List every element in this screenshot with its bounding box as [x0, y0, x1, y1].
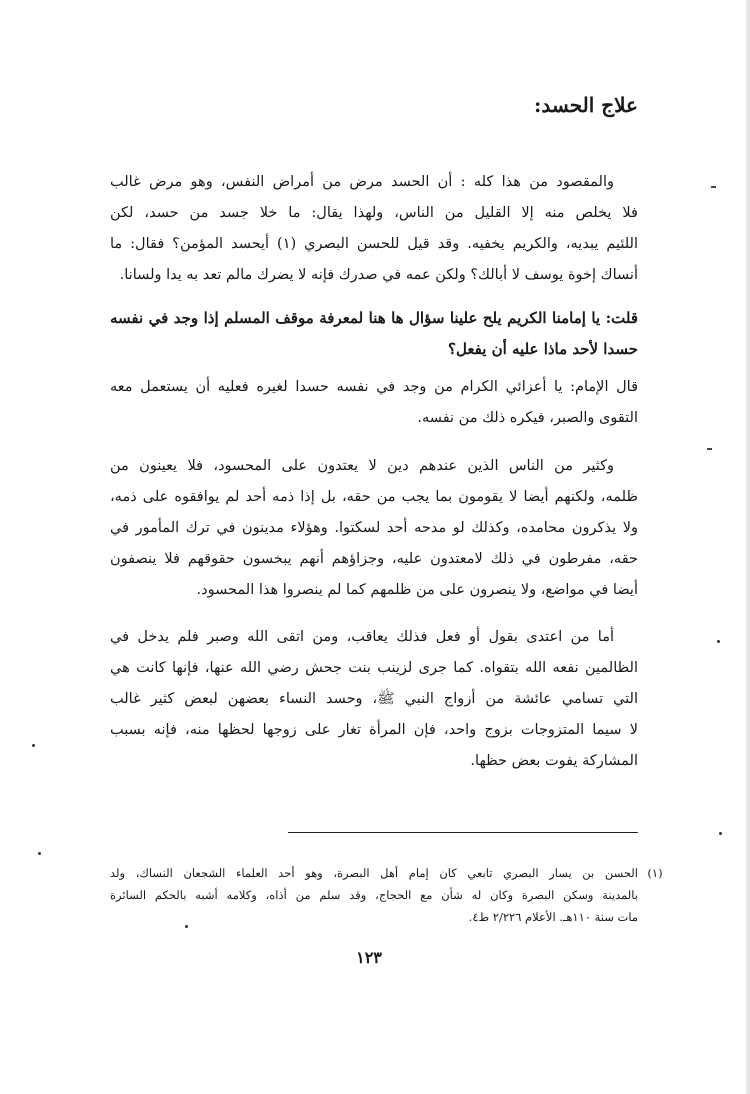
question-paragraph — [110, 303, 638, 365]
paragraph-line: والمقصود من هذا كله : أن الحسد مرض من أمراض النفس، وهو مرض غالب — [110, 174, 614, 190]
paragraph-line: أما من اعتدى بقول أو فعل فذلك يعاقب، ومن اتقى الله وصبر فلم يدخل في — [110, 629, 614, 645]
paragraph-1 — [110, 167, 638, 291]
paragraph-line: فلا يخلص منه إلا القليل من الناس، ولهذا يقال: ما خلا جسد من حسد، لكن — [110, 205, 638, 221]
scan-speck — [32, 744, 35, 747]
answer-paragraph — [110, 372, 638, 434]
paragraph-line: لا سيما المتزوجات بزوج واحد، فإن المرأة تغار على زوجها لحظها منه، فإنه بسبب — [110, 722, 638, 738]
paragraph-line: الظالمين نفعه الله بتقواه. كما جرى لزينب بنت جحش رضي الله عنها، فإنها كانت هي — [110, 660, 638, 676]
scan-speck — [711, 186, 716, 188]
paragraph-line: ظلمه، ولكنهم أيضا لا يقومون بما يجب من حقه، بل إذا ذمه أحد لم يوافقوه على ذمه، — [110, 489, 638, 505]
paragraph-line: حقه، مفرطون في ذلك لامعتدون عليه، وجزاؤهم أنهم يبخسون حقوقهم فلا ينصفون — [110, 551, 638, 567]
scan-speck — [717, 640, 720, 643]
scan-speck — [707, 448, 712, 450]
paragraph-line: قلت: يا إمامنا الكريم يلح علينا سؤال ها هنا لمعرفة موقف المسلم إذا وجد في نفسه — [110, 309, 638, 327]
footnote-line: بالمدينة وسكن البصرة وكان له شأن مع الحجاج، وقد سلم من أذاه، وكلامه أشبه بالحكم السائرة — [110, 888, 638, 902]
scan-edge — [746, 0, 750, 1094]
footnote-divider — [288, 832, 638, 833]
scan-speck — [38, 852, 41, 855]
paragraph-line: قال الإمام: يا أعزائي الكرام من وجد في نفسه حسدا لغيره فعليه أن يستعمل معه — [110, 379, 638, 395]
scan-speck — [185, 925, 188, 928]
paragraph-line: ولا يذكرون محامده، وكذلك لو مدحه أحد لسكتوا. وهؤلاء مدينون في ترك المأمور في — [110, 520, 638, 536]
paragraph-line: أنساك إخوة يوسف لا أبالك؟ ولكن عمه في صدرك فإنه لا يضرك مالم تعد به يدا ولسانا. — [119, 267, 638, 283]
paragraph-line: المشاركة يفوت بعض حظها. — [470, 753, 638, 769]
paragraph-4 — [110, 451, 638, 606]
paragraph-line: اللئيم يبديه، والكريم يخفيه. وقد قيل للحسن البصري (١) أيحسد المؤمن؟ فقال: ما — [110, 236, 638, 252]
scan-speck — [719, 832, 722, 835]
paragraph-line: التي تسامي عائشة من أزواج النبي ﷺ، وحسد النساء بعضهن لبعض كثير غالب — [110, 691, 638, 707]
footnote-line: الحسن بن يسار البصري تابعي كان إمام أهل البصرة، وهو أحد العلماء الشجعان النساك، ولد — [110, 866, 638, 880]
paragraph-line: التقوى والصبر، فيكره ذلك من نفسه. — [417, 410, 638, 426]
footnote-line: مات سنة ١١٠هـ. الأعلام ٢/٢٢٦ ط٤. — [468, 910, 638, 924]
paragraph-line: أيضا في مواضع، ولا ينصرون على من ظلمهم كما لم ينصروا هذا المحسود. — [196, 582, 638, 598]
paragraph-line: وكثير من الناس الذين عندهم دين لا يعتدون على المحسود، فلا يعينون من — [110, 458, 614, 474]
paragraph-line: حسدا لأحد ماذا عليه أن يفعل؟ — [448, 340, 638, 358]
footnote — [110, 862, 663, 928]
page-number: ١٢٣ — [356, 948, 382, 967]
paragraph-5 — [110, 622, 638, 777]
footnote-marker: (١) — [647, 866, 663, 880]
section-heading: علاج الحسد: — [533, 93, 638, 117]
